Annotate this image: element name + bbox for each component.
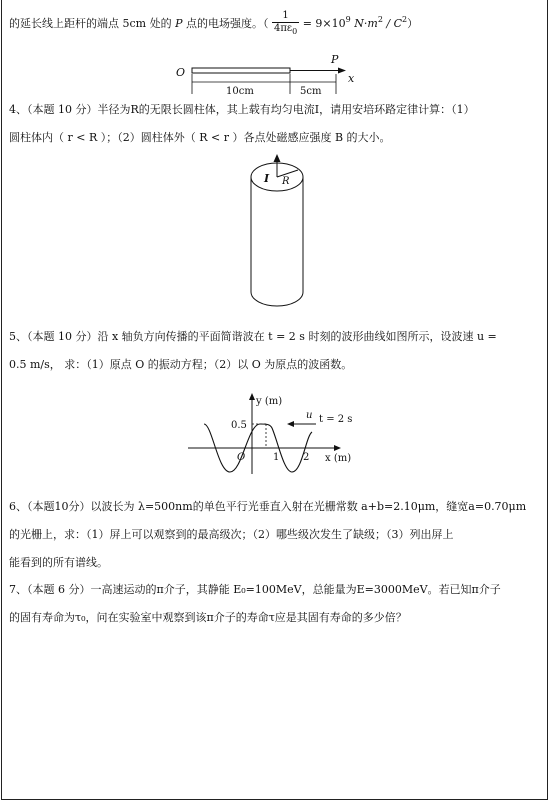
q6-line-3: 能看到的所有谱线。 [9,556,108,569]
q7-line-1: 7、（本题 6 分）一高速运动的π介子，其静能 E₀=100MeV，总能量为E=3000MeV。若已知π介子 [9,583,501,596]
q4-line-2: 圆柱体内（ r < R ）；（2）圆柱体外（ R < r ）各点处磁感应强度 B 的大小。 [9,131,391,144]
q3-text-line [9,10,418,38]
wave-x-label: x (m) [325,453,352,464]
wave-y-label: y (m) [256,396,283,407]
q7-line-2: 的固有寿命为τ₀，问在实验室中观察到该π介子的寿命τ应是其固有寿命的多少倍？ [9,611,407,624]
q3-point-p: P [175,17,183,30]
wave-y-arrow [249,393,255,400]
tick-1-label: 1 [273,452,280,463]
q3-frac-den [272,23,299,38]
point-p-label: P [331,53,339,66]
current-label: I [264,172,270,185]
q6-line-1: 6、（本题10分）以波长为 λ=500nm的单色平行光垂直入射在光栅常数 a+b=2.10μm，缝宽a=0.70μm [9,500,527,513]
cylinder-bottom [251,292,303,306]
q6-line-2: 的光栅上，求：（1）屏上可以观察到的最高级次；（2）哪些级次发生了缺级；（3）列出屏上 [9,528,454,541]
q3-text-b: 点的电场强度。（ [186,17,269,30]
q3-eq-exp: 9 [345,15,351,24]
q3-eq-unit-exp: 2 [377,15,383,24]
q3-eq-slash: / C [386,17,403,30]
radius-label: R [282,176,290,187]
x-axis-arrow [338,68,346,74]
q3-eq-close: ） [407,17,419,30]
q5-line-1: 5、（本题 10 分）沿 x 轴负方向传播的平面简谐波在 t = 2 s 时刻的波形曲线如图所示，设波速 u = [9,330,497,343]
wave-speed-label: u [306,410,313,421]
current-arrow-head [274,154,281,162]
q4-line-1: 4、（本题 10 分）半径为R的无限长圆柱体，其上载有均匀电流I，请用安培环路定律计算：（1） [9,103,475,116]
q3-frac-den-text: 4πε [274,23,293,34]
cylinder-figure [242,152,312,308]
tick-2-label: 2 [303,452,310,463]
axis-x-label: x [348,72,355,85]
wave-figure [186,392,366,476]
q3-text-a: 的延长线上距杆的端点 5cm 处的 [9,17,172,30]
q5-line-2: 0.5 m/s， 求：（1）原点 O 的振动方程；（2）以 O 为原点的波函数。 [9,358,353,371]
wave-origin-label: O [237,452,246,463]
q3-frac-den-sub: 0 [292,27,298,36]
q3-eq-c-exp: 2 [402,15,408,24]
length-5cm-label: 5cm [300,86,322,97]
q3-frac-num: 1 [272,10,299,23]
rod-origin-label: O [176,66,186,79]
rod-figure [170,52,370,98]
q3-eq-unit: N·m [354,17,378,30]
wave-x-arrow [334,445,341,451]
rod [192,68,290,73]
q3-eq-a: = 9×10 [302,17,346,30]
amplitude-label: 0.5 [231,420,247,431]
length-10cm-label: 10cm [226,86,254,97]
wave-speed-arrow-head [287,421,294,427]
q3-fraction [272,10,299,38]
time-label: t = 2 s [319,414,353,425]
